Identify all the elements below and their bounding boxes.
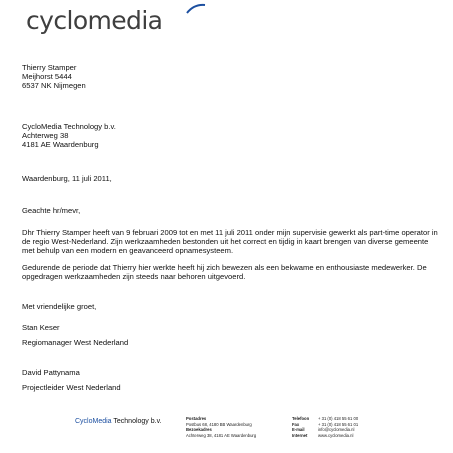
recipient-city: 6537 NK Nijmegen	[22, 80, 86, 90]
footer-label-fax: Fax	[292, 421, 300, 427]
letter-date: Waardenburg, 11 juli 2011,	[22, 174, 112, 183]
logo-swoosh-icon	[186, 3, 206, 15]
footer-label-email: E-mail	[292, 427, 305, 433]
footer-postadres: Postbus 68, 4180 BB Waardenburg	[186, 421, 252, 427]
sender-street: Achterweg 38	[22, 130, 69, 140]
footer-label-internet: Internet	[292, 432, 308, 438]
footer-brand-cyclomedia: CycloMedia	[75, 418, 112, 425]
salutation: Geachte hr/mevr,	[22, 206, 81, 215]
body-paragraph-1: Dhr Thierry Stamper heeft van 9 februari 2009 tot en met 11 juli 2011 onder mijn supervisie gewerkt als part-time operator in de regio West-Nederland. Zijn werkzaamheden bestonden uit het correct en tijdig in kaart brengen van diverse gemeente met behulp van een modern en geavanceerd opnamesysteem.	[22, 228, 438, 255]
footer-fax: + 31 (0) 418 55 61 01	[318, 421, 359, 427]
closing: Met vriendelijke groet,	[22, 302, 97, 311]
recipient-name: Thierry Stamper	[22, 63, 77, 72]
signatory-1-name: Stan Keser	[22, 323, 60, 332]
footer-contact-values	[318, 416, 358, 438]
footer-address-column	[186, 416, 256, 438]
signatory-2-title: Projectleider West Nederland	[22, 383, 121, 392]
footer-label-telefoon: Telefoon	[292, 416, 310, 421]
footer-website: www.cyclomedia.nl	[318, 432, 354, 438]
signatory-1-title: Regiomanager West Nederland	[22, 338, 129, 347]
company-logo	[26, 7, 162, 35]
body-paragraph-2: Gedurende de periode dat Thierry hier werkte heeft hij zich bewezen als een bekwame en enthousiaste medewerker. De opgedragen werkzaamheden zijn steeds naar behoren uitgevoerd.	[22, 263, 427, 281]
recipient-address	[22, 64, 86, 90]
footer-bezoekadres-label: Bezoekadres	[186, 427, 212, 433]
footer-telefoon: + 31 (0) 418 55 61 00	[318, 416, 359, 421]
sender-name: CycloMedia Technology b.v.	[22, 122, 116, 131]
footer-email: info@cyclomedia.nl	[318, 427, 355, 433]
logo-text: cyclomedia	[26, 6, 163, 35]
footer-brand	[75, 418, 162, 425]
letter-footer	[0, 410, 453, 450]
footer-bezoekadres: Achterweg 38, 4181 AE Waardenburg	[186, 432, 257, 438]
recipient-street: Meijhorst 5444	[22, 71, 72, 81]
footer-postadres-label: Postadres	[186, 416, 207, 421]
sender-city: 4181 AE Waardenburg	[22, 139, 99, 149]
footer-brand-rest: Technology b.v.	[111, 418, 162, 425]
signatory-2-name: David Pattynama	[22, 368, 80, 377]
sender-address	[22, 123, 116, 149]
footer-contact-labels	[292, 416, 309, 438]
